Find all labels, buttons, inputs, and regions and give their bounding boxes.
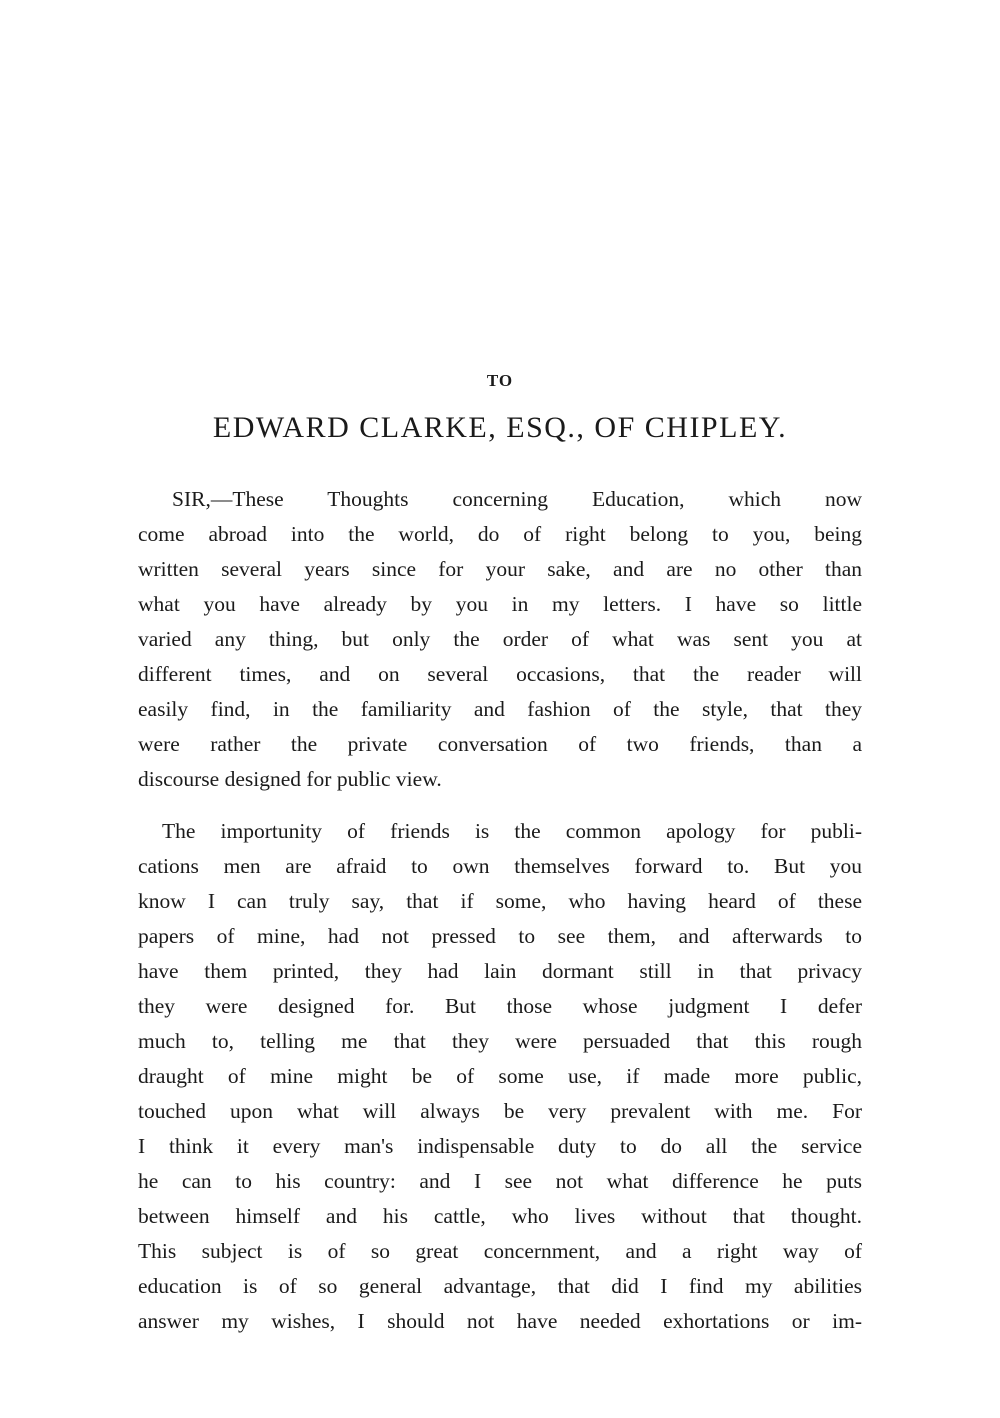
paragraph-line: were rather the private conversation of two friends, than a xyxy=(138,732,862,756)
dedication-title: EDWARD CLARKE, ESQ., OF CHIPLEY. xyxy=(212,411,788,444)
paragraph-line: know I can truly say, that if some, who having heard of these xyxy=(138,889,862,913)
paragraph-line: This subject is of so great concernment, and a right way of xyxy=(138,1239,862,1263)
paragraph-line: varied any thing, but only the order of what was sent you at xyxy=(138,627,862,651)
paragraph-line: come abroad into the world, do of right belong to you, being xyxy=(138,522,862,546)
paragraph-line: discourse designed for public view. xyxy=(138,767,442,791)
paragraph-line: written several years since for your sake, and are no other than xyxy=(138,557,862,581)
paragraph-line: have them printed, they had lain dormant still in that privacy xyxy=(138,959,862,983)
paragraph-line: education is of so general advantage, that did I find my abilities xyxy=(138,1274,862,1298)
paragraph-line: papers of mine, had not pressed to see them, and afterwards to xyxy=(138,924,862,948)
paragraph-2 xyxy=(138,814,862,1339)
paragraph-line: SIR,—These Thoughts concerning Education, which now xyxy=(172,487,862,511)
paragraph-line: between himself and his cattle, who lives without that thought. xyxy=(138,1204,862,1228)
paragraph-line: they were designed for. But those whose judgment I defer xyxy=(138,994,862,1018)
paragraph-line: draught of mine might be of some use, if made more public, xyxy=(138,1064,862,1088)
paragraph-line: answer my wishes, I should not have needed exhortations or im- xyxy=(138,1309,862,1333)
paragraph-line: different times, and on several occasions, that the reader will xyxy=(138,662,862,686)
paragraph-line: The importunity of friends is the common apology for publi- xyxy=(162,819,862,843)
paragraph-line: much to, telling me that they were persuaded that this rough xyxy=(138,1029,862,1053)
paragraph-line: easily find, in the familiarity and fashion of the style, that they xyxy=(138,697,862,721)
paragraph-line: touched upon what will always be very prevalent with me. For xyxy=(138,1099,862,1123)
dedication-to: TO xyxy=(486,371,514,390)
paragraph-line: what you have already by you in my letters. I have so little xyxy=(138,592,862,616)
paragraph-line: he can to his country: and I see not what difference he puts xyxy=(138,1169,862,1193)
paragraph-line: cations men are afraid to own themselves forward to. But you xyxy=(138,854,862,878)
paragraph-1 xyxy=(138,482,862,797)
paragraph-line: I think it every man's indispensable duty to do all the service xyxy=(138,1134,862,1158)
